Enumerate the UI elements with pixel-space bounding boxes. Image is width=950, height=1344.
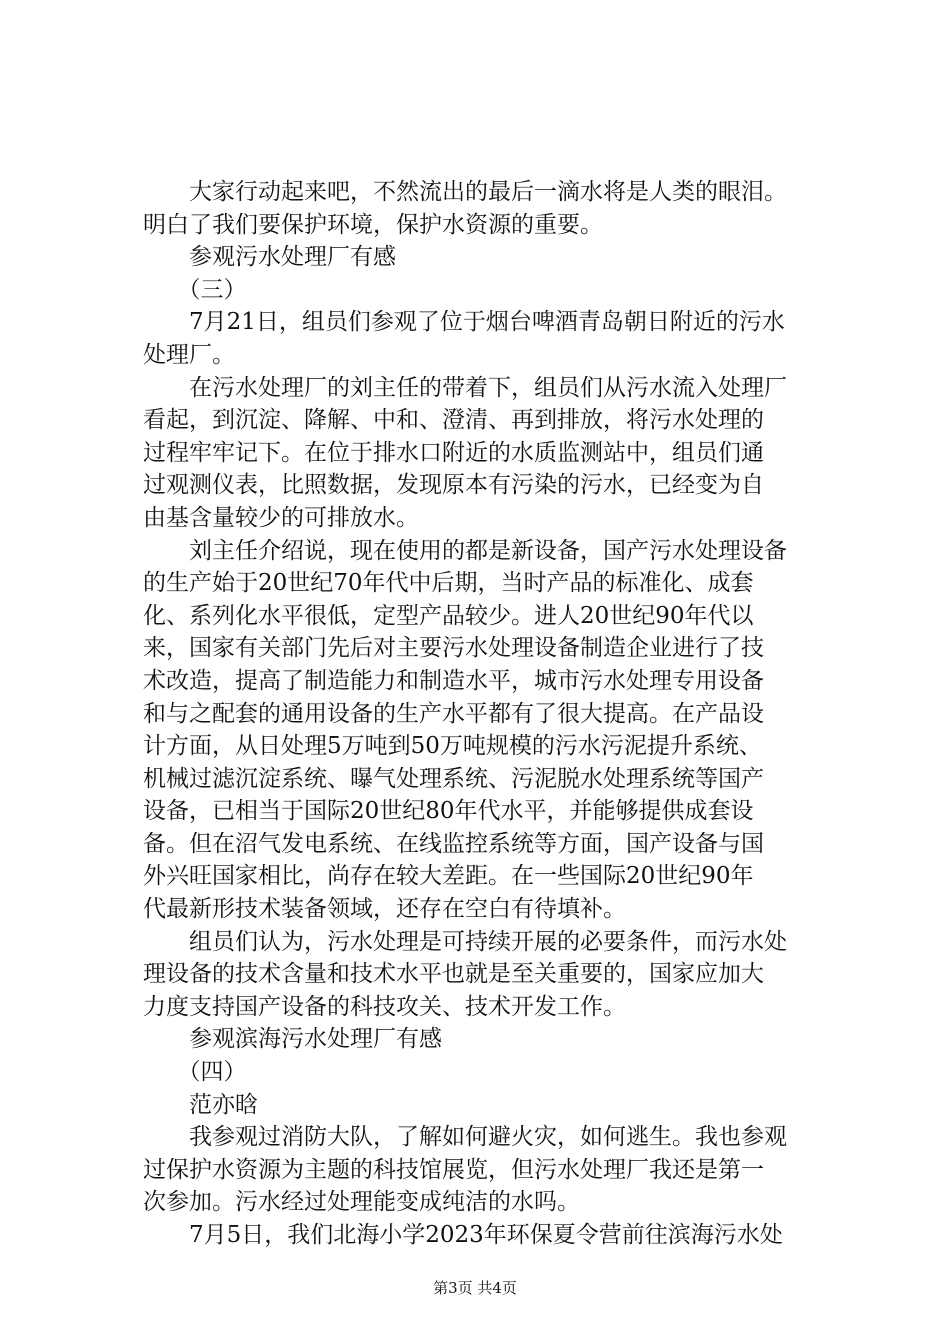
text-line: 和与之配套的通用设备的生产水平都有了很大提高。在产品设 xyxy=(143,700,764,727)
section-heading: 参观污水处理厂有感 xyxy=(143,244,396,271)
text-line: 我参观过消防大队，了解如何避火灾，如何逃生。我也参观 xyxy=(143,1124,787,1151)
text-line: 术改造，提高了制造能力和制造水平，城市污水处理专用设备 xyxy=(143,667,764,694)
text-line: 机械过滤沉淀系统、曝气处理系统、污泥脱水处理系统等国产 xyxy=(143,765,764,792)
text-line: 计方面，从日处理5万吨到50万吨规模的污水污泥提升系统、 xyxy=(143,733,762,760)
text-line: 过程牢牢记下。在位于排水口附近的水质监测站中，组员们通 xyxy=(143,439,764,466)
text-line: 大家行动起来吧，不然流出的最后一滴水将是人类的眼泪。 xyxy=(143,179,787,205)
text-line: 明白了我们要保护环境，保护水资源的重要。 xyxy=(143,211,603,238)
text-line: 代最新形技术装备领域，还存在空白有待填补。 xyxy=(143,896,626,923)
text-line: 过观测仪表，比照数据，发现原本有污染的污水，已经变为自 xyxy=(143,472,764,499)
section-number: （三） xyxy=(143,276,247,303)
text-line: 设备，已相当于国际20世纪80年代水平，并能够提供成套设 xyxy=(143,798,754,825)
text-line: 的生产始于20世纪70年代中后期，当时产品的标准化、成套 xyxy=(143,570,754,597)
text-line: 由基含量较少的可排放水。 xyxy=(143,504,419,531)
section-heading: 参观滨海污水处理厂有感 xyxy=(143,1026,442,1053)
text-line: 看起，到沉淀、降解、中和、澄清、再到排放，将污水处理的 xyxy=(143,407,764,434)
text-line: 在污水处理厂的刘主任的带着下，组员们从污水流入处理厂 xyxy=(143,374,787,401)
text-line: 次参加。污水经过处理能变成纯洁的水吗。 xyxy=(143,1189,580,1216)
text-line: 7月5日，我们北海小学2023年环保夏令营前往滨海污水处 xyxy=(143,1222,783,1248)
text-line: 刘主任介绍说，现在使用的都是新设备，国产污水处理设备 xyxy=(143,537,787,564)
body-text xyxy=(143,176,843,1252)
author-name: 范亦晗 xyxy=(143,1091,258,1118)
text-line: 组员们认为，污水处理是可持续开展的必要条件，而污水处 xyxy=(143,928,787,955)
section-number: （四） xyxy=(143,1059,247,1086)
text-line: 外兴旺国家相比，尚存在较大差距。在一些国际20世纪90年 xyxy=(143,863,754,890)
text-line: 过保护水资源为主题的科技馆展览，但污水处理厂我还是第一 xyxy=(143,1156,764,1183)
text-line: 力度支持国产设备的科技攻关、技术开发工作。 xyxy=(143,993,626,1020)
page-footer: 第3页 共4页 xyxy=(433,1279,517,1297)
text-line: 处理厂。 xyxy=(143,341,235,368)
text-line: 化、系列化水平很低，定型产品较少。进人20世纪90年代以 xyxy=(143,602,754,629)
text-line: 来，国家有关部门先后对主要污水处理设备制造企业进行了技 xyxy=(143,635,764,662)
text-line: 理设备的技术含量和技术水平也就是至关重要的，国家应加大 xyxy=(143,961,764,988)
text-line: 备。但在沼气发电系统、在线监控系统等方面，国产设备与国 xyxy=(143,830,764,857)
text-line: 7月21日，组员们参观了位于烟台啤酒青岛朝日附近的污水 xyxy=(143,309,785,336)
